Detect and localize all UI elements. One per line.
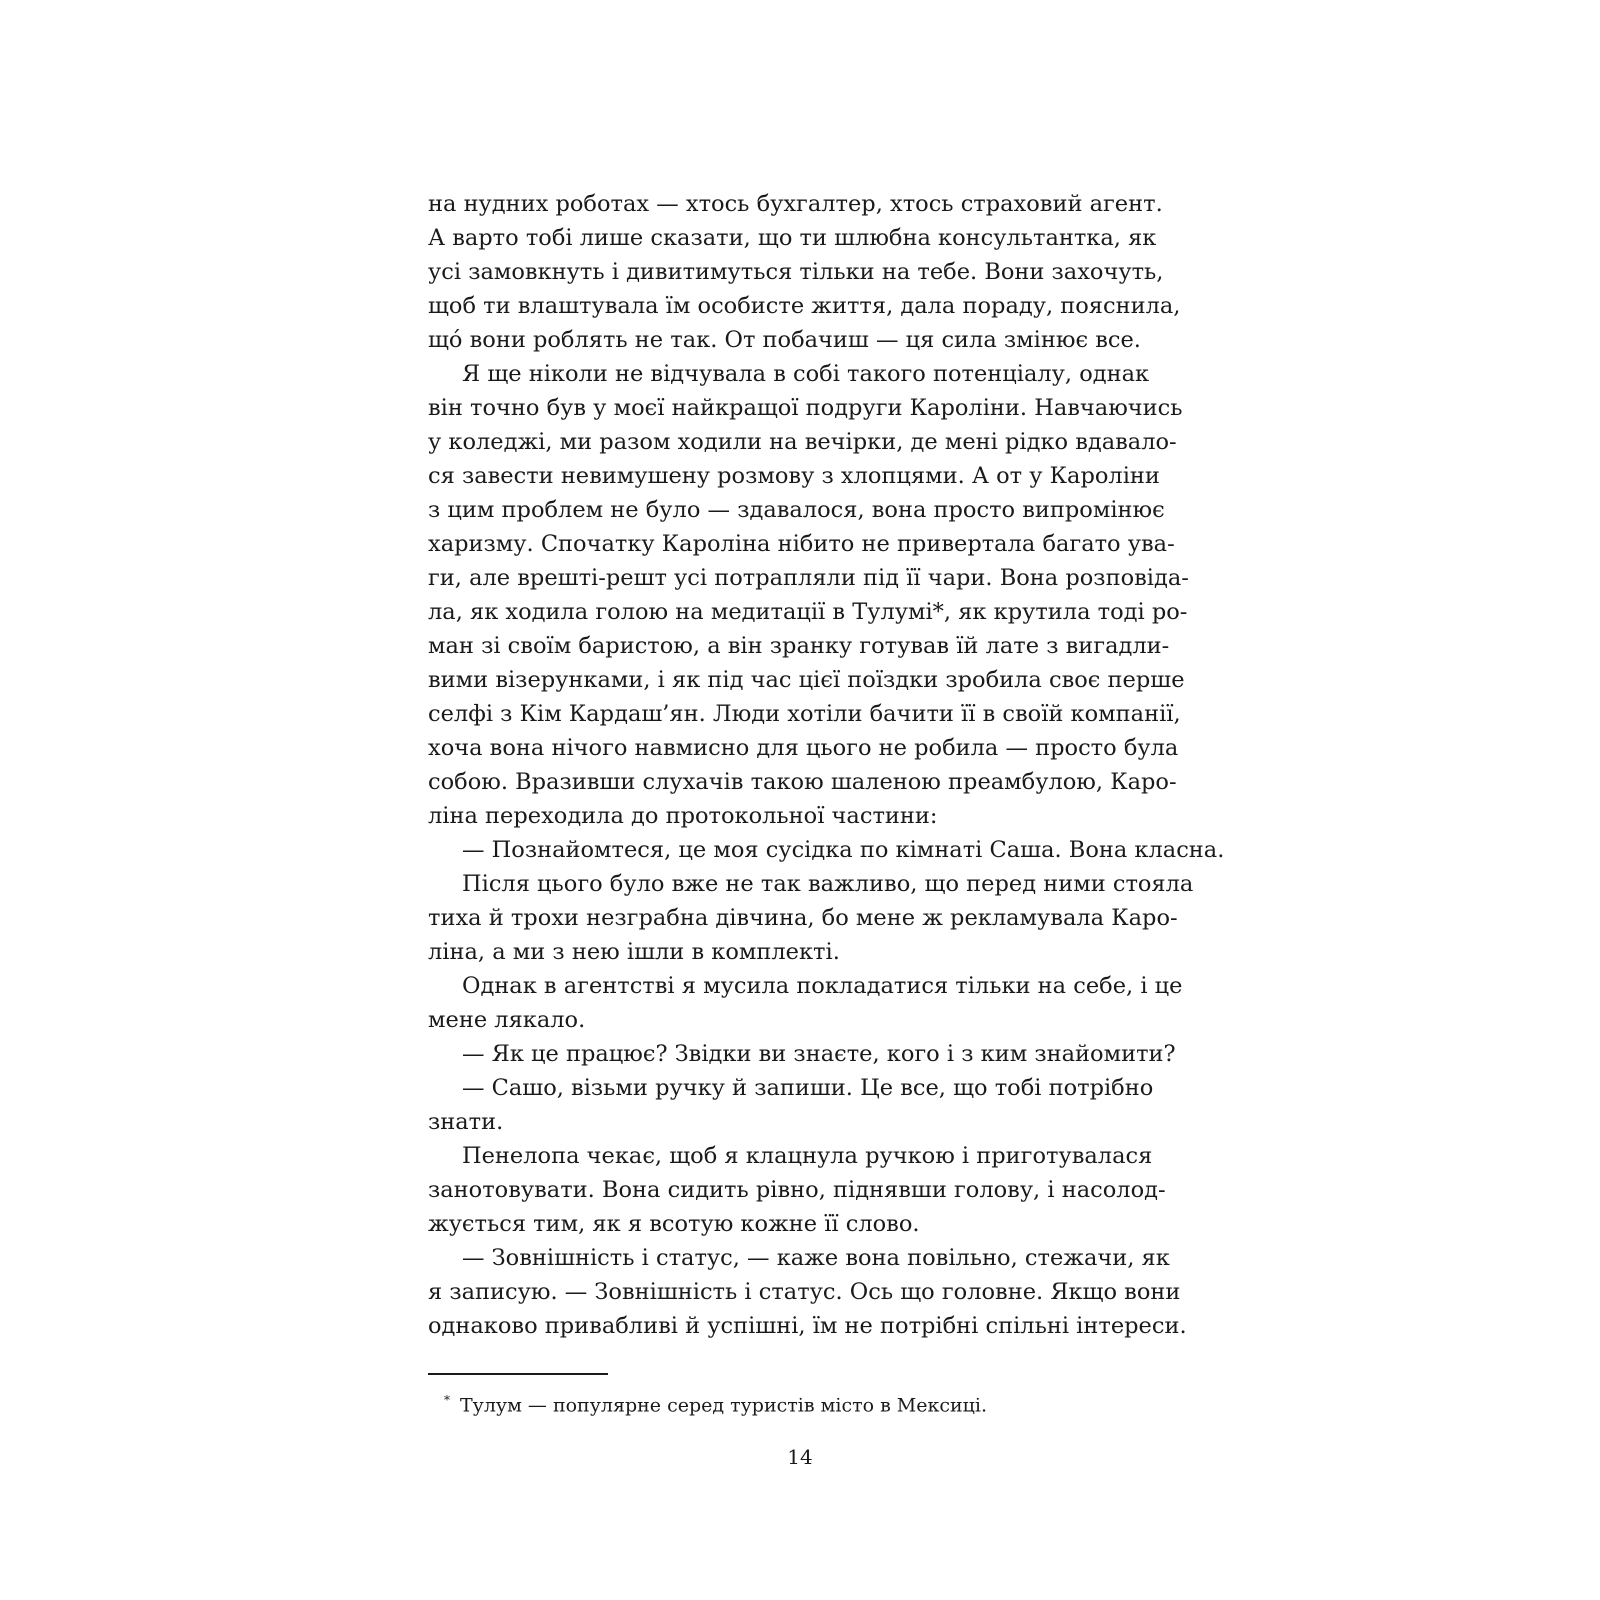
text-line: ман зі своїм баристою, а він зранку готував їй лате з вигадли- bbox=[428, 633, 1170, 659]
text-line: усі замовкнуть і дивитимуться тільки на тебе. Вони захочуть, bbox=[428, 259, 1164, 285]
text-line: з цим проблем не було — здавалося, вона просто випромінює bbox=[428, 497, 1165, 523]
text-line: собою. Вразивши слухачів такою шаленою преамбулою, Каро- bbox=[428, 769, 1177, 795]
text-line: однаково привабливі й успішні, їм не потрібні спільні інтереси. bbox=[428, 1313, 1187, 1339]
text-line: у коледжі, ми разом ходили на вечірки, де мені рідко вдавало- bbox=[428, 429, 1177, 455]
text-line: — Як це працює? Звідки ви знаєте, кого і з ким знайомити? bbox=[462, 1041, 1176, 1067]
footnote-text: Тулум — популярне серед туристів місто в Мексиці. bbox=[460, 1394, 988, 1417]
text-line: знати. bbox=[428, 1109, 504, 1135]
text-line: вими візерунками, і як під час цієї поїздки зробила своє перше bbox=[428, 667, 1185, 693]
text-line: ги, але врешті-решт усі потрапляли під її чари. Вона розповіда- bbox=[428, 565, 1189, 591]
text-line: на нудних роботах — хтось бухгалтер, хтось страховий агент. bbox=[428, 191, 1163, 217]
text-line: ся завести невимушену розмову з хлопцями. А от у Кароліни bbox=[428, 463, 1160, 489]
text-line: він точно був у моєї найкращої подруги Кароліни. Навчаючись bbox=[428, 395, 1183, 421]
text-line: щó вони роблять не так. От побачиш — ця сила змінює все. bbox=[428, 327, 1141, 353]
text-line: ліна переходила до протокольної частини: bbox=[428, 803, 938, 829]
text-line: Після цього було вже не так важливо, що перед ними стояла bbox=[462, 871, 1194, 897]
text-line: ліна, а ми з нею ішли в комплекті. bbox=[428, 939, 840, 965]
page-body bbox=[428, 187, 1225, 1343]
text-line: — Сашо, візьми ручку й запиши. Це все, що тобі потрібно bbox=[462, 1075, 1154, 1101]
text-line: тиха й трохи незграбна дівчина, бо мене ж рекламувала Каро- bbox=[428, 905, 1178, 931]
footnote-divider bbox=[428, 1373, 608, 1375]
text-line: занотовувати. Вона сидить рівно, піднявши голову, і насолод- bbox=[428, 1177, 1166, 1203]
footnote bbox=[444, 1385, 987, 1420]
text-line: селфі з Кім Кардаш’ян. Люди хотіли бачити її в своїй компанії, bbox=[428, 701, 1181, 727]
text-line: ла, як ходила голою на медитації в Тулумі*, як крутила тоді ро- bbox=[428, 599, 1188, 625]
text-line: харизму. Спочатку Кароліна нібито не привертала багато ува- bbox=[428, 531, 1175, 557]
text-line: хоча вона нічого навмисно для цього не робила — просто була bbox=[428, 735, 1179, 761]
text-line: я записую. — Зовнішність і статус. Ось що головне. Якщо вони bbox=[428, 1279, 1181, 1305]
footnote-mark: * bbox=[444, 1393, 450, 1407]
text-line: Я ще ніколи не відчувала в собі такого потенціалу, однак bbox=[462, 361, 1150, 387]
page-number: 14 bbox=[787, 1445, 813, 1469]
text-line: мене лякало. bbox=[428, 1007, 586, 1033]
text-line: А варто тобі лише сказати, що ти шлюбна консультантка, як bbox=[428, 225, 1157, 251]
text-line: щоб ти влаштувала їм особисте життя, дала пораду, пояснила, bbox=[428, 293, 1181, 319]
text-line: — Познайомтеся, це моя сусідка по кімнаті Саша. Вона класна. bbox=[462, 837, 1225, 863]
text-line: жується тим, як я всотую кожне її слово. bbox=[428, 1211, 920, 1237]
text-line: Пенелопа чекає, щоб я клацнула ручкою і приготувалася bbox=[462, 1143, 1153, 1169]
text-line: Однак в агентстві я мусила покладатися тільки на себе, і це bbox=[462, 973, 1183, 999]
text-line: — Зовнішність і статус, — каже вона повільно, стежачи, як bbox=[462, 1245, 1170, 1271]
